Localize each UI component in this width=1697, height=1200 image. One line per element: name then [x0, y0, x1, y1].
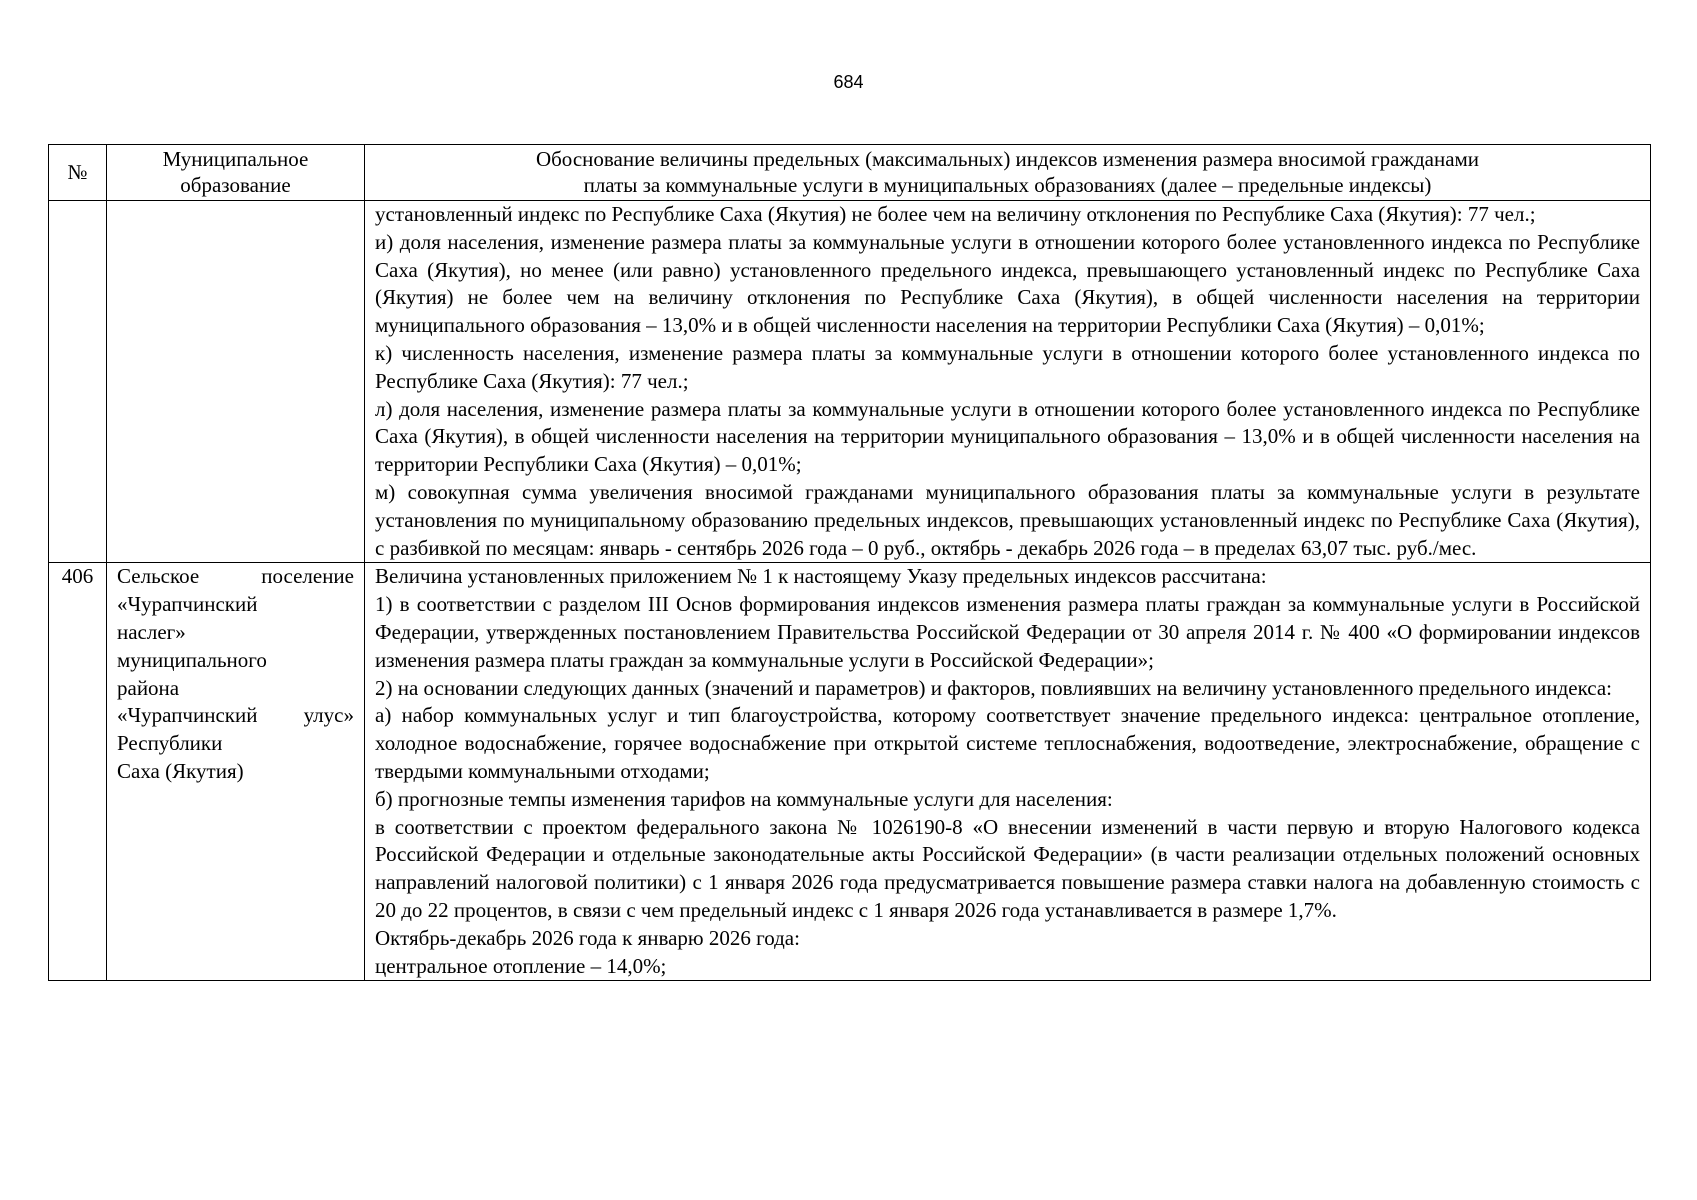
page-number: 684 [833, 72, 864, 92]
row-number-cell [49, 201, 107, 563]
municipality-line: Саха (Якутия) [117, 758, 244, 783]
justification-paragraph: центральное отопление – 14,0%; [375, 953, 667, 978]
justification-paragraph: и) доля населения, изменение размера платы за коммунальные услуги в отношении которого более установленного индекса по Республике Саха (Якутия), но менее (или равно) установленного предельного индекса, превышающего установленный индекс по Республике Саха (Якутия) не более чем на величину отклонения по Республике Саха (Якутия), в общей численности населения на территории муниципального образования – 13,0% и в общей численности населения на территории Республики Саха (Якутия) – 0,01%; [375, 229, 1640, 338]
table-header-row [49, 145, 1651, 201]
justification-paragraph: 2) на основании следующих данных (значений и параметров) и факторов, повлиявших на величину установленного предельного индекса: [375, 675, 1613, 700]
justification-cell [365, 563, 1651, 981]
table-row [49, 201, 1651, 563]
justification-paragraph: в соответствии с проектом федерального закона № 1026190-8 «О внесении изменений в части первую и вторую Налогового кодекса Российской Федерации и отдельные законодательные акты Российской Федерации» (в части реализации отдельных положений основных направлений налоговой политики) с 1 января 2026 года предусматривается повышение размера ставки налога на добавленную стоимость с 20 до 22 процентов, в связи с чем предельный индекс с 1 января 2026 года устанавливается в размере 1,7%. [375, 814, 1640, 922]
justification-cell [365, 201, 1651, 563]
limit-index-table [48, 144, 1651, 981]
justification-paragraph: м) совокупная сумма увеличения вносимой гражданами муниципального образования платы за коммунальные услуги в результате установления по муниципальному образованию предельных индексов, превышающих установленный индекс по Республике Саха (Якутия), с разбивкой по месяцам: январь - сентябрь 2026 года – 0 руб., октябрь - декабрь 2026 года – в пределах 63,07 тыс. руб./мес. [375, 479, 1640, 560]
municipality-line: Республики [117, 731, 223, 756]
header-num: № [49, 145, 107, 201]
justification-paragraph: б) прогнозные темпы изменения тарифов на коммунальные услуги для населения: [375, 786, 1113, 811]
municipality-cell [107, 201, 365, 563]
justification-paragraph: 1) в соответствии с разделом III Основ формирования индексов изменения размера платы граждан за коммунальные услуги в Российской Федерации, утвержденных постановлением Правительства Российской Федерации от 30 апреля 2014 г. № 400 «О формировании индексов изменения размера платы граждан за коммунальные услуги в Российской Федерации»; [375, 592, 1640, 672]
justification-paragraph: л) доля населения, изменение размера платы за коммунальные услуги в отношении которого более установленного индекса по Республике Саха (Якутия), в общей численности населения на территории муниципального образования – 13,0% и в общей численности населения на территории Республики Саха (Якутия) – 0,01%; [375, 396, 1640, 477]
row-number-cell: 406 [49, 563, 107, 981]
municipality-line: «Чурапчинский улус» [117, 703, 354, 728]
municipality-cell [107, 563, 365, 981]
justification-paragraph: Октябрь-декабрь 2026 года к январю 2026 года: [375, 925, 800, 950]
header-justification [365, 145, 1651, 201]
header-municipality: Муниципальное образование [107, 145, 365, 201]
municipality-line: Сельское поселение [117, 564, 354, 589]
municipality-line: района [117, 675, 180, 700]
justification-paragraph: Величина установленных приложением № 1 к настоящему Указу предельных индексов рассчитана: [375, 564, 1267, 589]
municipality-line: муниципального [117, 647, 267, 672]
justification-paragraph: установленный индекс по Республике Саха (Якутия) не более чем на величину отклонения по Республике Саха (Якутия): 77 чел.; [375, 202, 1536, 226]
header-justification-line2: платы за коммунальные услуги в муниципальных образованиях (далее – предельные индексы) [583, 173, 1432, 197]
justification-paragraph: к) численность населения, изменение размера платы за коммунальные услуги в отношении которого более установленного индекса по Республике Саха (Якутия): 77 чел.; [375, 340, 1640, 393]
municipality-line: наслег» [117, 619, 186, 644]
municipality-line: «Чурапчинский [117, 592, 258, 617]
justification-paragraph: а) набор коммунальных услуг и тип благоустройства, которому соответствует значение предельного индекса: центральное отопление, холодное водоснабжение, горячее водоснабжение при открытой системе теплоснабжения, водоотведение, электроснабжение, обращение с твердыми коммунальными отходами; [375, 703, 1640, 783]
header-justification-line1: Обоснование величины предельных (максимальных) индексов изменения размера вносимой гражданами [535, 147, 1480, 171]
table-row [49, 563, 1651, 981]
